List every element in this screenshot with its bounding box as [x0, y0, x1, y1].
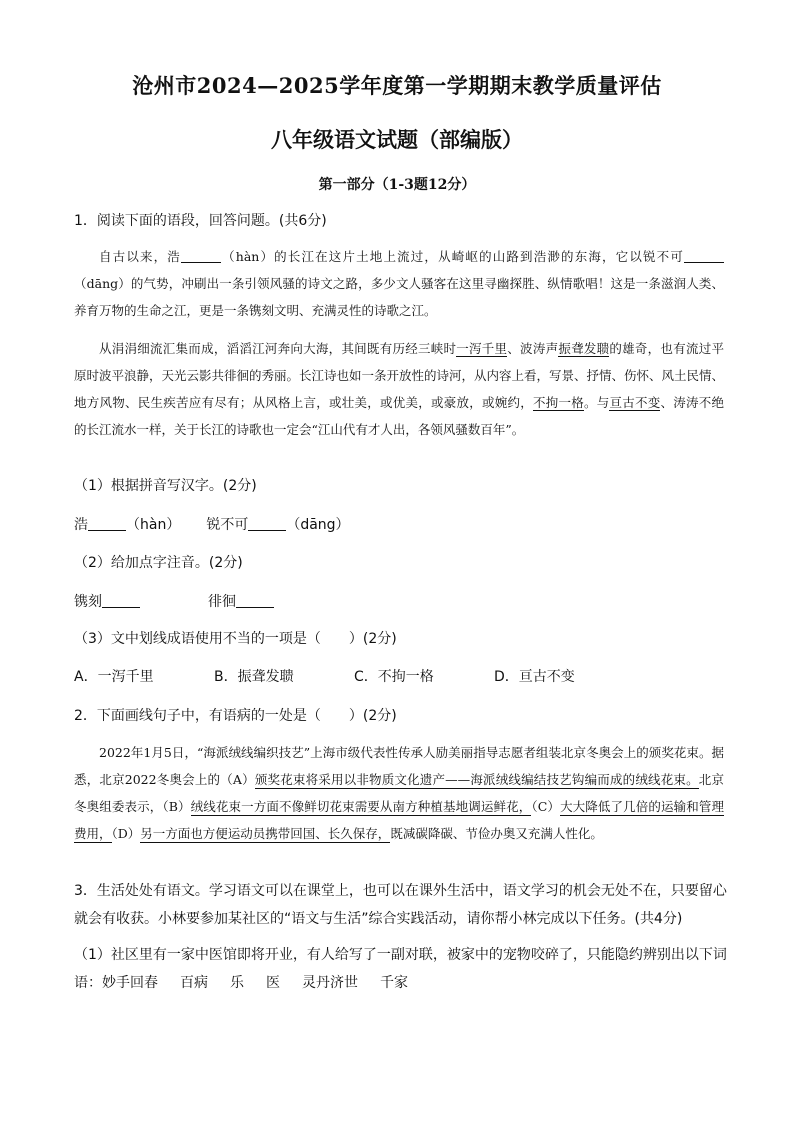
q1-sub1-pinyin2: （dāng） — [286, 517, 350, 533]
q1-p2-e: 、涛涛不绝的长江流水一样，关于长江的诗歌也一定会“江山代有才人出，各领风骚数百年”。 — [74, 395, 724, 437]
q2-a: 2022年1月5日，“海派绒线编织技艺”上海市级代表性传承人励美丽指导志愿者组装北京冬奥会上的颁奖花束。据悉，北京2022冬奥会上的（A） — [74, 745, 724, 787]
q1-p1-c: （dāng）的气势，冲刷出一条引领风骚的诗文之路，多少文人骚客在这里寻幽探胜、纵情歌唱！这是一条滋润人类、养育万物的生命之江，更是一条镌刻文明、充满灵性的诗歌之江。 — [74, 276, 724, 318]
q3-sub1 — [74, 941, 734, 997]
q1-p1-b: （hàn）的长江在这片土地上流过，从崎岖的山路到浩渺的东海，它以锐不可 — [220, 249, 684, 264]
blank-dang[interactable] — [684, 248, 724, 263]
option-c[interactable]: C．不拘一格 — [354, 669, 434, 685]
q3-word-6: 千家 — [380, 975, 408, 991]
q1-p1-a: 自古以来，浩 — [99, 249, 181, 264]
answer-blank-dang[interactable] — [248, 516, 286, 531]
idiom-underline-2: 振聋发聩 — [558, 341, 610, 356]
q3-sub1-text: （1）社区里有一家中医馆即将开业，有人给写了一副对联，被家中的宠物咬碎了，只能隐约辨别出以下词语： — [74, 947, 727, 991]
q2-d: （D） — [111, 826, 141, 841]
answer-blank-juan[interactable] — [102, 593, 140, 608]
q1-p2-b: 、波涛声 — [507, 341, 559, 356]
q1-sub1-label: （1）根据拼音写汉字。(2分) — [74, 478, 257, 494]
q3-word-5: 灵丹济世 — [302, 975, 358, 991]
option-b[interactable]: B．振聋发聩 — [214, 669, 294, 685]
q1-stem: 1．阅读下面的语段，回答问题。(共6分) — [74, 213, 327, 229]
q2-sentence-a: 颁奖花束将采用以非物质文化遗产——海派绒线编结技艺钩编而成的绒线花束。 — [254, 772, 699, 787]
q1-sub2-word1: 镌刻 — [74, 594, 102, 610]
exam-subtitle: 八年级语文试题（部编版） — [271, 127, 523, 152]
q2-e: 既减碳降碳、节俭办奥又充满人性化。 — [390, 826, 603, 841]
q2-stem: 2．下面画线句子中，有语病的一处是（ ）(2分) — [74, 708, 397, 724]
q3-word-3: 乐 — [230, 975, 244, 991]
q2-sentence-d: 另一方面也方便运动员携带回国、长久保存， — [140, 826, 391, 841]
q3-word-4: 医 — [266, 975, 280, 991]
q1-passage-1 — [74, 243, 724, 324]
answer-blank-han[interactable] — [88, 516, 126, 531]
q1-sub2-word2: 徘徊 — [208, 594, 236, 610]
option-a[interactable]: A．一泻千里 — [74, 669, 154, 685]
blank-han[interactable] — [181, 248, 221, 263]
q2-passage — [74, 739, 724, 847]
q3-word-1: 妙手回春 — [102, 975, 158, 991]
q1-sub1-word2: 锐不可 — [206, 517, 249, 533]
part-heading: 第一部分（1-3题12分） — [318, 177, 476, 193]
q1-p2-a: 从涓涓细流汇集而成，滔滔江河奔向大海，其间既有历经三峡时 — [99, 341, 457, 356]
idiom-underline-4: 亘古不变 — [609, 395, 661, 410]
q1-sub2-label: （2）给加点字注音。(2分) — [74, 555, 243, 571]
q1-p2-d: 。与 — [583, 395, 610, 410]
q1-sub2-answers — [74, 591, 734, 613]
q2-b: 北京冬奥组委表示，（B） — [74, 772, 724, 814]
q1-sub1-pinyin1: （hàn） — [126, 517, 181, 533]
exam-title: 沧州市2024—2025学年度第一学期期末教学质量评估 — [132, 73, 662, 98]
q2-c: （C） — [531, 799, 561, 814]
answer-blank-pai[interactable] — [236, 593, 274, 608]
idiom-underline-1: 一泻千里 — [456, 341, 508, 356]
option-d[interactable]: D．亘古不变 — [494, 669, 575, 685]
q1-sub3-options — [74, 666, 734, 688]
q1-p2-c: 的雄奇，也有流过平原时波平浪静，天光云影共徘徊的秀丽。长江诗也如一条开放性的诗河，从内容上看，写景、抒情、伤怀、风土民情、地方风物、民生疾苦应有尽有；从风格上言，或壮美，或优美，或豪放，或婉约， — [74, 341, 725, 410]
q1-sub3-label: （3）文中划线成语使用不当的一项是（ ）(2分) — [74, 631, 397, 647]
q3-word-2: 百病 — [180, 975, 208, 991]
q1-sub1-answers — [74, 514, 734, 536]
q1-sub1-word1: 浩 — [74, 517, 88, 533]
q1-passage-2 — [74, 335, 724, 443]
q2-sentence-b: 绒线花束一方面不像鲜切花束需要从南方种植基地调运鲜花， — [190, 799, 532, 814]
q2-sentence-c: 大大降低了几倍的运输和管理费用， — [74, 799, 724, 841]
idiom-underline-3: 不拘一格 — [532, 395, 584, 410]
q3-stem: 3．生活处处有语文。学习语文可以在课堂上，也可以在课外生活中，语文学习的机会无处不在，只要留心就会有收获。小林要参加某社区的“语文与生活”综合实践活动，请你帮小林完成以下任务。(共4分) — [74, 883, 727, 927]
